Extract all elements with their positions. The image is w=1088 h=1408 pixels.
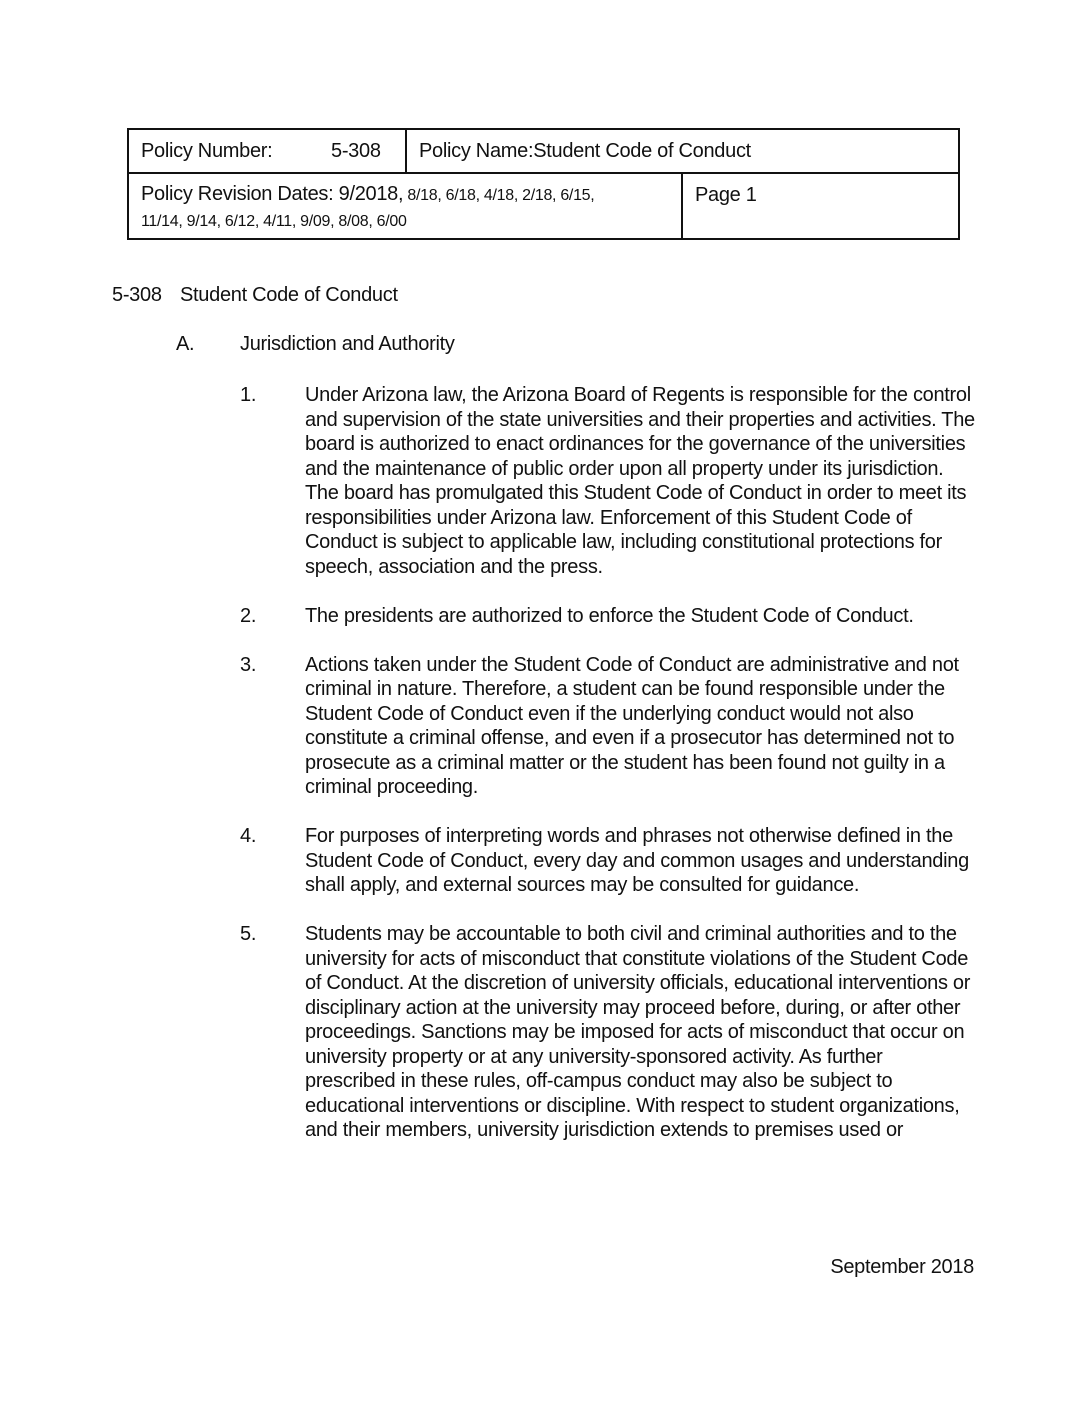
policy-number-cell	[129, 130, 407, 172]
policy-header-row-2	[129, 174, 958, 238]
page-number-cell	[683, 174, 958, 238]
item-number: 5.	[240, 923, 257, 945]
section-letter: A.	[176, 333, 195, 355]
document-title	[112, 284, 398, 307]
revision-dates-line2: 11/14, 9/14, 6/12, 4/11, 9/09, 8/08, 6/00	[141, 213, 407, 230]
list-item	[240, 653, 980, 800]
list-item	[240, 383, 980, 579]
revision-dates: 8/18, 6/18, 4/18, 2/18, 6/15,	[403, 187, 595, 204]
item-text: Students may be accountable to both civil and criminal authorities and to the university for acts of misconduct that constitute violations of the Student Code of Conduct. At the discretion of university officials, educational interventions or disciplinary action at the university may proceed before, during, or after other proceedings. Sanctions may be imposed for acts of misconduct that occur on university property or at any university-sponsored activity. As further prescribed in these rules, off-campus conduct may also be subject to educational interventions or discipline. With respect to student organizations, and their members, university jurisdiction extends to premises used or	[305, 923, 971, 1141]
policy-number-value: 5-308	[331, 140, 381, 162]
list-item	[240, 922, 980, 1143]
revision-dates-cell	[129, 174, 683, 238]
policy-header-row-1	[129, 130, 958, 174]
item-number: 1.	[240, 384, 257, 406]
revision-label: Policy Revision Dates: 9/2018,	[141, 183, 404, 205]
policy-name-cell	[407, 130, 958, 172]
section-title: Jurisdiction and Authority	[240, 333, 455, 355]
title-text: Student Code of Conduct	[180, 284, 398, 306]
section-heading	[176, 333, 455, 356]
item-text: Actions taken under the Student Code of Conduct are administrative and not criminal in nature. Therefore, a student can be found responsible under the Student Code of Conduct even if the underlying conduct would not also constitute a criminal offense, and even if a prosecutor has determined not to prosecute as a criminal matter or the student has been found not guilty in a criminal proceeding.	[305, 653, 959, 798]
list-item	[240, 604, 980, 629]
title-number: 5-308	[112, 284, 162, 306]
item-text: Under Arizona law, the Arizona Board of Regents is responsible for the control and supervision of the state universities and their properties and activities. The board is authorized to enact ordinances for the governance of the universities and the maintenance of public order upon all property under its jurisdiction. The board has promulgated this Student Code of Conduct in order to meet its responsibilities under Arizona law. Enforcement of this Student Code of Conduct is subject to applicable law, including constitutional protections for speech, association and the press.	[305, 384, 975, 578]
policy-name: Policy Name:Student Code of Conduct	[419, 140, 751, 162]
item-text: For purposes of interpreting words and phrases not otherwise defined in the Student Code of Conduct, every day and common usages and understanding shall apply, and external sources may be consulted for guidance.	[305, 825, 969, 896]
item-text: The presidents are authorized to enforce the Student Code of Conduct.	[305, 604, 914, 627]
policy-number-label: Policy Number:	[141, 140, 273, 162]
page-number: Page 1	[695, 184, 757, 206]
policy-header-table	[127, 128, 960, 240]
list-item	[240, 824, 980, 898]
footer-date: September 2018	[830, 1256, 974, 1278]
item-number: 4.	[240, 825, 257, 847]
item-number: 2.	[240, 604, 257, 627]
item-number: 3.	[240, 653, 257, 676]
numbered-list	[240, 383, 980, 1167]
